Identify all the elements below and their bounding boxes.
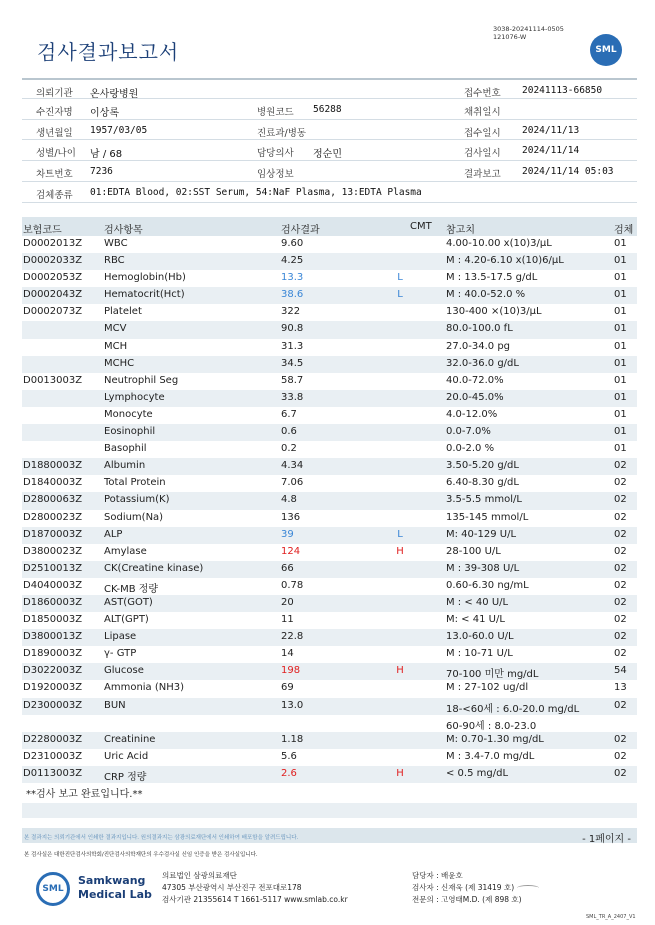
report-date-label: 결과보고	[464, 169, 501, 181]
result-specimen: 02	[614, 699, 627, 711]
result-code: D2300003Z	[23, 699, 83, 711]
result-name: MCHC	[104, 357, 135, 369]
result-name: Uric Acid	[104, 750, 149, 762]
exam-date-label: 검사일시	[464, 148, 501, 160]
result-reference: M : < 40 U/L	[446, 596, 509, 608]
result-specimen: 02	[614, 579, 627, 591]
footer-contact: 검사기관 21355614 T 1661-5117 www.smlab.co.kr	[162, 895, 348, 904]
result-specimen: 02	[614, 460, 627, 472]
result-name: ALP	[104, 528, 123, 540]
footer-logo-name	[78, 874, 152, 902]
result-row	[22, 680, 637, 697]
result-name: MCV	[104, 323, 127, 335]
result-reference: 6.40-8.30 g/dL	[446, 477, 519, 489]
result-flag: H	[396, 767, 404, 779]
result-code: D1890003Z	[23, 648, 83, 660]
result-row	[22, 492, 637, 509]
reception-no-value: 20241113-66850	[522, 85, 603, 96]
result-name: Ammonia (NH3)	[104, 682, 185, 694]
footer-inspector-row	[412, 882, 539, 894]
result-row	[22, 407, 637, 424]
header-code: 보험코드	[23, 225, 62, 236]
result-code: D2310003Z	[23, 750, 83, 762]
result-specimen: 01	[614, 357, 627, 369]
specimen-types-label: 검체종류	[36, 189, 73, 201]
result-reference: 18-<60세 : 6.0-20.0 mg/dL	[446, 703, 580, 715]
result-value: 66	[281, 562, 294, 574]
sex-age-value: 남 / 68	[90, 149, 123, 161]
result-reference: M : 39-308 U/L	[446, 562, 520, 574]
result-specimen: 02	[614, 562, 627, 574]
result-specimen: 01	[614, 408, 627, 420]
result-specimen: 13	[614, 682, 627, 694]
result-reference: M: < 41 U/L	[446, 614, 505, 626]
result-value: 9.60	[281, 238, 304, 249]
result-reference: 40.0-72.0%	[446, 374, 504, 386]
result-row	[22, 578, 637, 595]
result-specimen: 01	[614, 340, 627, 352]
result-value: 90.8	[281, 323, 304, 335]
result-code: D2800063Z	[23, 494, 83, 506]
result-row	[22, 766, 637, 783]
result-row	[22, 304, 637, 321]
footer-specialist-row	[412, 894, 539, 906]
result-value: 4.34	[281, 460, 304, 472]
result-flag: H	[396, 545, 404, 557]
result-value: 0.6	[281, 426, 297, 438]
footer-person-row	[412, 870, 539, 882]
disclaimer-line-1: 본 결과지는 의뢰기관에서 인쇄한 결과지입니다. 원의결과지는 삼광의료재단에서 인쇄하여 배포함을 알려드립니다.	[24, 835, 299, 841]
info-row	[22, 182, 637, 203]
result-code: D1880003Z	[23, 460, 83, 472]
result-reference: M : 10-71 U/L	[446, 648, 513, 660]
result-row	[22, 441, 637, 458]
result-row	[22, 270, 637, 287]
result-specimen: 02	[614, 733, 627, 745]
result-name: Hematocrit(Hct)	[104, 289, 185, 301]
result-flag: L	[397, 272, 403, 284]
person-label: 담당자 :	[412, 871, 442, 880]
result-value: 2.6	[281, 767, 297, 779]
result-reference: M : 3.4-7.0 mg/dL	[446, 750, 535, 762]
result-specimen: 02	[614, 631, 627, 643]
results-table	[22, 217, 637, 818]
result-code: D3800013Z	[23, 631, 83, 643]
result-reference: M : 27-102 ug/dl	[446, 682, 529, 694]
collection-date-label: 채취일시	[464, 106, 501, 118]
footer-logo-line: Samkwang	[78, 874, 146, 887]
result-specimen: 02	[614, 477, 627, 489]
result-code: D3022003Z	[23, 665, 83, 677]
result-name: Neutrophil Seg	[104, 374, 179, 386]
result-row	[22, 544, 637, 561]
signature-icon	[517, 885, 539, 891]
result-code: D1870003Z	[23, 528, 83, 540]
result-specimen: 02	[614, 511, 627, 523]
result-value: 4.25	[281, 255, 304, 267]
result-row	[22, 629, 637, 646]
result-value: 38.6	[281, 289, 304, 301]
result-value: 11	[281, 614, 294, 626]
reception-no-label: 접수번호	[464, 88, 501, 99]
result-code: D0002053Z	[23, 272, 83, 284]
result-code: D0002033Z	[23, 255, 83, 267]
result-reference: M : 4.20-6.10 x(10)6/μL	[446, 255, 564, 267]
doctor-label: 담당의사	[257, 148, 294, 160]
result-row	[22, 321, 637, 338]
inspector-label: 검사자 :	[412, 883, 442, 892]
result-specimen: 01	[614, 426, 627, 438]
specialist-label: 전문의 :	[412, 895, 442, 904]
doctor-value: 정순민	[313, 149, 342, 161]
patient-name-label: 수진자명	[36, 106, 73, 118]
doc-number-line: 121076-W	[493, 33, 527, 41]
result-value: 13.3	[281, 272, 304, 284]
header-cmt: CMT	[410, 221, 432, 232]
info-row	[22, 161, 637, 182]
result-reference: 0.60-6.30 ng/mL	[446, 579, 529, 591]
report-date-value: 2024/11/14 05:03	[522, 166, 614, 178]
result-row	[22, 253, 637, 270]
institution-label: 의뢰기관	[36, 88, 73, 99]
result-name: Creatinine	[104, 733, 156, 745]
result-row	[22, 356, 637, 373]
result-reference: 28-100 U/L	[446, 545, 501, 557]
result-code: D1920003Z	[23, 682, 83, 694]
disclaimer-line-2: 본 검사실은 대한진단검사의학회/진단검사의학재단의 우수검사실 신임 인증을 받은 검사실입니다.	[24, 852, 258, 858]
result-value: 31.3	[281, 340, 304, 352]
result-value: 33.8	[281, 391, 304, 403]
chart-no-label: 차트번호	[36, 169, 73, 181]
result-name: Lymphocyte	[104, 391, 165, 403]
result-name: CRP 정량	[104, 771, 147, 783]
result-reference: 80.0-100.0 fL	[446, 323, 513, 335]
person-value: 배윤호	[441, 871, 463, 880]
birth-label: 생년월일	[36, 127, 73, 139]
result-name: Sodium(Na)	[104, 511, 164, 523]
result-value: 14	[281, 648, 294, 660]
result-row	[22, 424, 637, 441]
result-reference: 4.0-12.0%	[446, 408, 498, 420]
form-number: SML_TR_A_2407_V1	[586, 914, 636, 920]
footer-address: 47305 부산광역시 부산진구 전포대로178	[162, 883, 302, 892]
result-specimen: 01	[614, 238, 627, 249]
result-name: γ- GTP	[104, 648, 137, 660]
result-reference: 60-90세 : 8.0-23.0	[446, 720, 537, 732]
end-note: **검사 보고 완료입니다.**	[26, 789, 143, 800]
result-value: 198	[281, 665, 301, 677]
result-row	[22, 510, 637, 527]
chart-no-value: 7236	[90, 166, 113, 178]
result-row	[22, 612, 637, 629]
result-value: 13.0	[281, 699, 304, 711]
result-reference: 27.0-34.0 pg	[446, 340, 511, 352]
end-band	[22, 803, 637, 818]
result-reference: 32.0-36.0 g/dL	[446, 357, 519, 369]
result-row	[22, 373, 637, 390]
result-flag: H	[396, 665, 404, 677]
result-reference: 20.0-45.0%	[446, 391, 504, 403]
result-row	[22, 595, 637, 612]
patient-name-value: 이상록	[90, 107, 119, 119]
result-name: Albumin	[104, 460, 146, 472]
result-code: D1850003Z	[23, 614, 83, 626]
result-specimen: 01	[614, 289, 627, 301]
result-value: 4.8	[281, 494, 297, 506]
sml-badge-icon: SML	[36, 872, 70, 906]
result-name: Potassium(K)	[104, 494, 170, 506]
result-row	[22, 390, 637, 407]
document-number	[493, 25, 564, 41]
result-reference: M: 40-129 U/L	[446, 528, 517, 540]
result-row	[22, 527, 637, 544]
result-specimen: 02	[614, 614, 627, 626]
info-row	[22, 78, 637, 99]
result-value: 69	[281, 682, 294, 694]
result-reference: 135-145 mmol/L	[446, 511, 529, 523]
result-specimen: 01	[614, 443, 627, 455]
result-specimen: 01	[614, 255, 627, 267]
result-flag: L	[397, 528, 403, 540]
result-code: D4040003Z	[23, 579, 83, 591]
result-reference: M : 13.5-17.5 g/dL	[446, 272, 538, 284]
result-value: 124	[281, 545, 301, 557]
result-value: 136	[281, 511, 301, 523]
footer-staff-block	[412, 870, 539, 906]
department-label: 진료과/병동	[257, 127, 307, 139]
result-value: 20	[281, 596, 294, 608]
result-name: Eosinophil	[104, 426, 156, 438]
result-value: 5.6	[281, 750, 297, 762]
result-specimen: 02	[614, 750, 627, 762]
info-row	[22, 99, 637, 120]
end-note-row	[22, 783, 637, 801]
result-code: D0113003Z	[23, 767, 83, 779]
result-code: D0002073Z	[23, 306, 83, 318]
result-specimen: 02	[614, 596, 627, 608]
result-name: WBC	[104, 238, 128, 249]
header-reference: 참고치	[446, 225, 475, 236]
result-name: ALT(GPT)	[104, 614, 149, 626]
sex-age-label: 성별/나이	[36, 148, 76, 160]
result-value: 0.78	[281, 579, 304, 591]
result-name: BUN	[104, 699, 126, 711]
result-specimen: 02	[614, 528, 627, 540]
result-row	[22, 715, 637, 732]
result-code: D2510013Z	[23, 562, 83, 574]
disclaimer-bar	[22, 828, 637, 843]
results-header	[22, 217, 637, 236]
result-name: Glucose	[104, 665, 144, 677]
result-specimen: 01	[614, 323, 627, 335]
sml-logo-icon: SML	[590, 34, 622, 66]
result-specimen: 01	[614, 374, 627, 386]
result-specimen: 01	[614, 306, 627, 318]
result-name: AST(GOT)	[104, 596, 153, 608]
result-value: 322	[281, 306, 301, 318]
result-specimen: 01	[614, 272, 627, 284]
inspector-value: 신재욱 (제 31419 호)	[441, 883, 515, 892]
clinical-info-label: 임상정보	[257, 169, 294, 181]
result-value: 58.7	[281, 374, 304, 386]
exam-date-value: 2024/11/14	[522, 145, 580, 157]
result-specimen: 02	[614, 545, 627, 557]
result-code: D1840003Z	[23, 477, 83, 489]
result-name: Platelet	[104, 306, 142, 318]
patient-info-section	[22, 78, 637, 203]
result-row	[22, 475, 637, 492]
result-value: 1.18	[281, 733, 304, 745]
reception-date-value: 2024/11/13	[522, 124, 580, 136]
result-name: Lipase	[104, 631, 137, 643]
page-number: - 1페이지 -	[582, 834, 631, 845]
result-reference: 3.50-5.20 g/dL	[446, 460, 519, 472]
result-reference: M : 40.0-52.0 %	[446, 289, 526, 301]
result-value: 39	[281, 528, 294, 540]
result-code: D2800023Z	[23, 511, 83, 523]
hospital-code-value: 56288	[313, 103, 342, 115]
header-result: 검사결과	[281, 225, 320, 236]
result-row	[22, 646, 637, 663]
result-value: 22.8	[281, 631, 304, 643]
result-name: Amylase	[104, 545, 147, 557]
result-reference: 3.5-5.5 mmol/L	[446, 494, 522, 506]
results-body	[22, 236, 637, 783]
result-row	[22, 749, 637, 766]
result-code: D0002013Z	[23, 238, 83, 249]
result-code: D3800023Z	[23, 545, 83, 557]
header-name: 검사항목	[104, 225, 143, 236]
result-name: Monocyte	[104, 408, 153, 420]
result-value: 0.2	[281, 443, 297, 455]
result-name: MCH	[104, 340, 128, 352]
result-value: 6.7	[281, 408, 297, 420]
page-title: 검사결과보고서	[37, 40, 180, 64]
result-row	[22, 339, 637, 356]
result-specimen: 02	[614, 767, 627, 779]
result-code: D2280003Z	[23, 733, 83, 745]
result-flag: L	[397, 289, 403, 301]
info-row	[22, 120, 637, 141]
result-name: CK-MB 정량	[104, 583, 159, 595]
result-value: 34.5	[281, 357, 304, 369]
result-specimen: 02	[614, 494, 627, 506]
result-code: D0013003Z	[23, 374, 83, 386]
birth-value: 1957/03/05	[90, 124, 148, 136]
result-row	[22, 698, 637, 715]
info-row	[22, 140, 637, 161]
result-reference: 0.0-2.0 %	[446, 443, 495, 455]
result-code: D1860003Z	[23, 596, 83, 608]
result-specimen: 01	[614, 391, 627, 403]
doc-number-line: 3038-20241114-0505	[493, 25, 564, 33]
result-code: D0002043Z	[23, 289, 83, 301]
result-reference: 13.0-60.0 U/L	[446, 631, 514, 643]
result-row	[22, 663, 637, 680]
result-name: CK(Creatine kinase)	[104, 562, 204, 574]
result-specimen: 02	[614, 648, 627, 660]
result-row	[22, 458, 637, 475]
result-name: Total Protein	[104, 477, 166, 489]
specimen-types-value: 01:EDTA Blood, 02:SST Serum, 54:NaF Plasma, 13:EDTA Plasma	[90, 186, 422, 198]
footer-address-block	[162, 870, 348, 906]
result-reference: 0.0-7.0%	[446, 426, 491, 438]
reception-date-label: 접수일시	[464, 127, 501, 139]
result-reference: 130-400 ×(10)3/μL	[446, 306, 542, 318]
result-row	[22, 236, 637, 253]
footer-org: 의료법인 삼광의료재단	[162, 871, 237, 880]
institution-value: 온사랑병원	[90, 89, 139, 100]
result-row	[22, 732, 637, 749]
result-value: 7.06	[281, 477, 304, 489]
footer-logo-line: Medical Lab	[78, 888, 152, 901]
result-name: RBC	[104, 255, 125, 267]
result-row	[22, 287, 637, 304]
header-specimen: 검체	[614, 225, 634, 236]
result-row	[22, 561, 637, 578]
result-name: Basophil	[104, 443, 147, 455]
result-reference: < 0.5 mg/dL	[446, 767, 509, 779]
specialist-value: 고영태M.D. (제 898 호)	[441, 895, 522, 904]
result-specimen: 54	[614, 665, 627, 677]
result-reference: 4.00-10.00 x(10)3/μL	[446, 238, 552, 249]
result-reference: 70-100 미만 mg/dL	[446, 669, 539, 681]
result-name: Hemoglobin(Hb)	[104, 272, 186, 284]
hospital-code-label: 병원코드	[257, 106, 294, 118]
result-reference: M: 0.70-1.30 mg/dL	[446, 733, 544, 745]
